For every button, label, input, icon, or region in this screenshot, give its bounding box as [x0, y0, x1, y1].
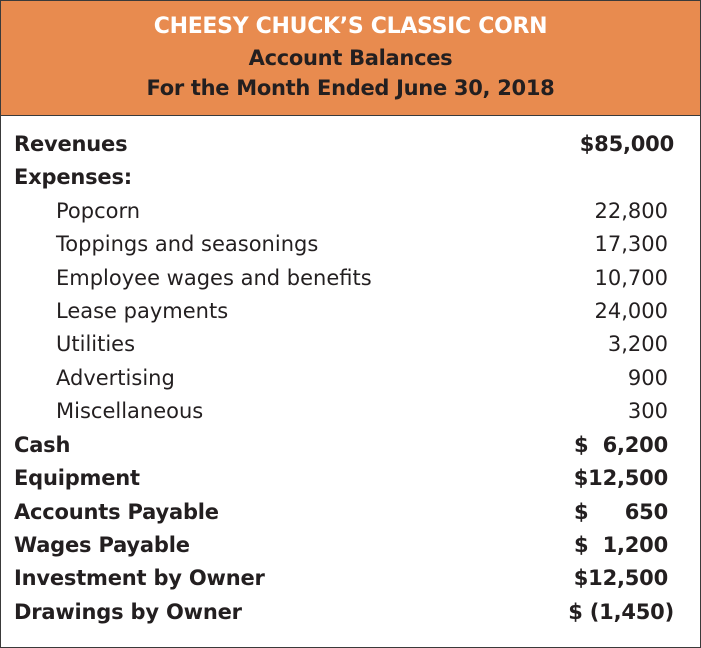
row-amount: 1,200 [602, 533, 668, 557]
row-label: Advertising [56, 366, 175, 390]
row-amount: 650 [624, 500, 668, 524]
company-name: CHEESY CHUCK’S CLASSIC CORN [153, 14, 548, 39]
row-amount: $12,500 [573, 466, 668, 490]
statement-period: For the Month Ended June 30, 2018 [146, 76, 555, 100]
row-expenses-heading [1, 161, 700, 194]
row-amount: 10,700 [594, 266, 668, 290]
row-label: Employee wages and benefits [56, 266, 372, 290]
row-accounts-payable [1, 496, 700, 529]
row-label: Cash [14, 433, 71, 457]
row-advertising [1, 362, 700, 395]
row-drawings-by-owner [1, 596, 700, 629]
row-label: Popcorn [56, 199, 141, 223]
row-label: Equipment [14, 466, 140, 490]
row-utilities [1, 328, 700, 361]
row-currency-symbol: $ [574, 433, 589, 457]
row-amount: $ (1,450) [568, 600, 674, 624]
table-body [1, 117, 700, 647]
row-investment-by-owner [1, 562, 700, 595]
row-amount: 3,200 [607, 332, 668, 356]
row-amount: 6,200 [602, 433, 668, 457]
row-label: Investment by Owner [14, 566, 265, 590]
row-employee-wages [1, 262, 700, 295]
row-cash [1, 429, 700, 462]
row-amount: $85,000 [579, 132, 674, 156]
row-currency-symbol: $ [574, 533, 589, 557]
row-label: Toppings and seasonings [56, 232, 319, 256]
row-label: Miscellaneous [56, 399, 204, 423]
row-revenues [1, 128, 700, 161]
row-amount: $12,500 [573, 566, 668, 590]
row-miscellaneous [1, 395, 700, 428]
row-amount: 17,300 [594, 232, 668, 256]
row-lease-payments [1, 295, 700, 328]
row-amount: 900 [627, 366, 668, 390]
row-toppings [1, 228, 700, 261]
row-popcorn [1, 195, 700, 228]
table-header [1, 1, 700, 116]
row-label: Accounts Payable [14, 500, 219, 524]
row-label: Revenues [14, 132, 128, 156]
row-amount: 300 [627, 399, 668, 423]
row-currency-symbol: $ [574, 500, 589, 524]
row-equipment [1, 462, 700, 495]
row-amount: 22,800 [594, 199, 668, 223]
row-amount: 24,000 [594, 299, 668, 323]
statement-title: Account Balances [248, 46, 453, 70]
row-wages-payable [1, 529, 700, 562]
row-label: Utilities [56, 332, 136, 356]
row-label: Wages Payable [14, 533, 190, 557]
row-label: Expenses: [14, 165, 132, 189]
row-label: Lease payments [56, 299, 229, 323]
row-label: Drawings by Owner [14, 600, 242, 624]
